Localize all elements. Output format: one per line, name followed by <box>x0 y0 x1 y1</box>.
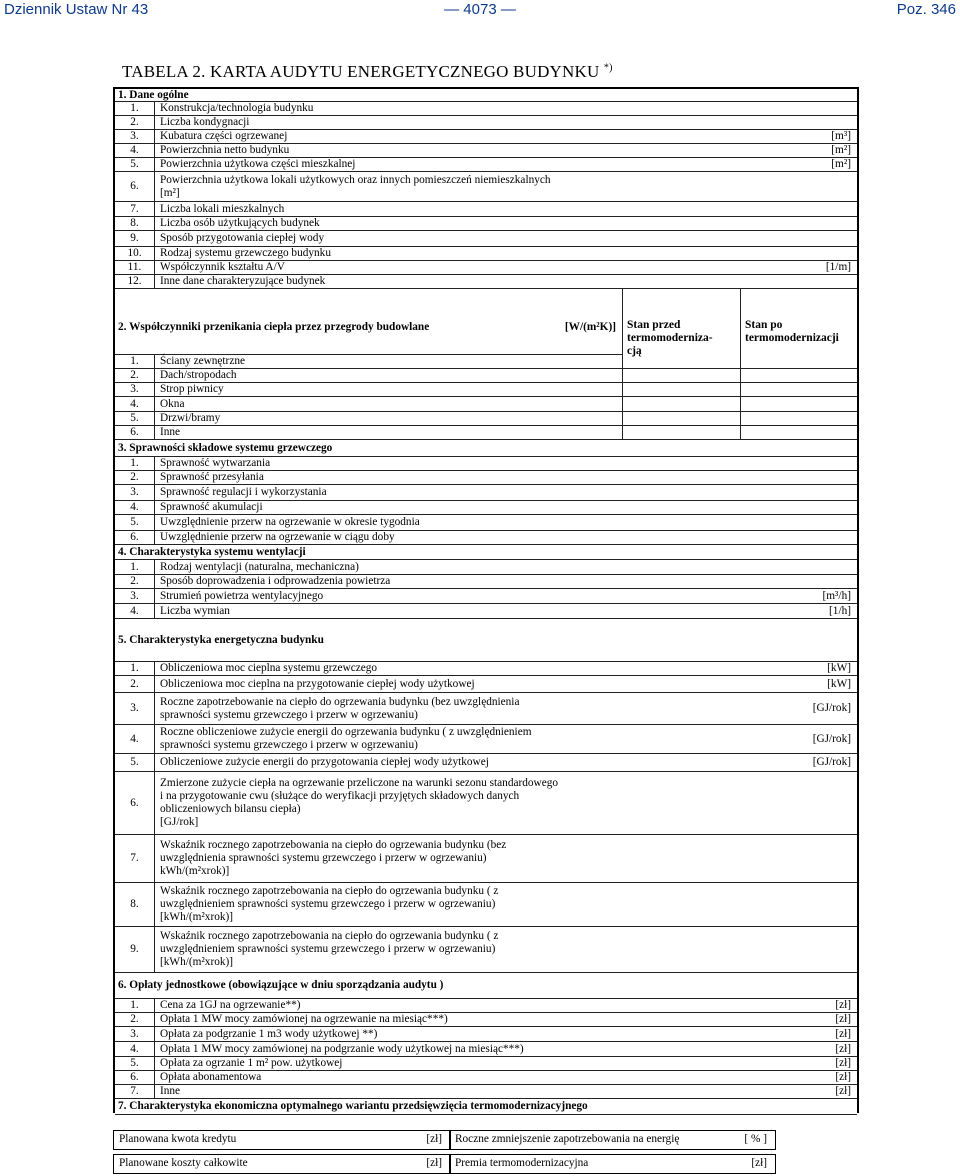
table-row <box>115 927 857 973</box>
section-heating-efficiency <box>115 440 857 457</box>
row-unit: [zł] <box>835 1013 851 1025</box>
row-number: 1. <box>115 560 155 574</box>
row-unit: [m²] <box>831 144 851 156</box>
row-unit: [zł] <box>835 999 851 1011</box>
table-row <box>115 604 857 619</box>
row-label: Sprawność przesyłania <box>160 471 264 483</box>
row-number: 11. <box>115 261 155 274</box>
row-number: 6. <box>115 772 155 834</box>
row-number: 10. <box>115 247 155 260</box>
thermo-premium-cell <box>449 1154 776 1174</box>
value-cells <box>622 383 857 397</box>
row-label: Kubatura części ogrzewanej <box>160 130 288 142</box>
table-row <box>115 261 857 275</box>
row-number: 5. <box>115 754 155 771</box>
table-row <box>115 471 857 485</box>
row-number: 2. <box>115 471 155 484</box>
table-row <box>115 560 857 575</box>
row-number: 4. <box>115 501 155 514</box>
row-unit: [kW] <box>827 677 851 690</box>
row-label: Liczba kondygnacji <box>160 116 250 128</box>
table-row <box>115 575 857 589</box>
row-label: Opłata za ogrzanie 1 m² pow. użytkowej <box>160 1057 343 1069</box>
row-number: 2. <box>115 676 155 692</box>
table-row <box>115 231 857 247</box>
table-row <box>115 676 857 693</box>
row-label: Rodzaj systemu grzewczego budynku <box>160 247 331 259</box>
row-unit: [zł] <box>835 1057 851 1069</box>
row-number: 2. <box>115 369 155 382</box>
value-cells <box>622 397 857 412</box>
table-row <box>115 1042 857 1057</box>
row-unit: [1/m] <box>825 261 851 273</box>
cell-unit: [zł] <box>426 1157 442 1169</box>
row-label: Cena za 1GJ na ogrzewanie**) <box>160 999 301 1011</box>
row-unit: [1/h] <box>829 604 851 617</box>
row-label: Powierzchnia użytkowa części mieszkalnej <box>160 158 356 170</box>
row-label: Opłata 1 MW mocy zamówionej na ogrzewanie na miesiąc***) <box>160 1013 448 1025</box>
row-unit: [zł] <box>835 1085 851 1097</box>
section-economic-characteristics <box>115 1099 857 1115</box>
table-row <box>115 1085 857 1099</box>
section-heat-transfer <box>115 289 622 355</box>
row-number: 1. <box>115 662 155 675</box>
row-number: 5. <box>115 515 155 530</box>
table-row <box>115 1057 857 1071</box>
row-number: 1. <box>115 457 155 470</box>
table-row <box>115 835 857 883</box>
cell-unit: [zł] <box>426 1133 442 1145</box>
section-title: 4. Charakterystyka systemu wentylacji <box>118 545 306 558</box>
value-cells <box>622 412 857 426</box>
cell-label: Planowane koszty całkowite <box>119 1157 248 1169</box>
table-row <box>115 725 857 754</box>
audit-card-table <box>113 87 859 1113</box>
row-number: 3. <box>115 485 155 500</box>
row-label: Zmierzone zużycie ciepła na ogrzewanie przeliczone na warunki sezonu standardowego i na przygotowanie cwu (służące do weryfikacji przyjętych składowych danych obliczeniowych bilansu ciepła) [GJ/rok] <box>160 777 559 828</box>
row-number: 2. <box>115 1013 155 1026</box>
cell-unit: [ % ] <box>744 1133 767 1145</box>
row-number: 7. <box>115 202 155 216</box>
row-label: Liczba wymian <box>160 604 230 617</box>
row-number: 3. <box>115 130 155 143</box>
table-row <box>115 501 857 515</box>
table-row <box>115 883 857 927</box>
row-label: Opłata za podgrzanie 1 m3 wody użytkowej **) <box>160 1027 378 1040</box>
row-label: Sprawność regulacji i wykorzystania <box>160 486 327 498</box>
row-number: 5. <box>115 158 155 171</box>
journal-name: Dziennik Ustaw Nr 43 <box>4 1 149 18</box>
row-label: Dach/stropodach <box>160 369 237 381</box>
section-title: 7. Charakterystyka ekonomiczna optymalnego wariantu przedsięwzięcia termomodernizacyjnego <box>118 1100 588 1112</box>
row-label: Wskaźnik rocznego zapotrzebowania na ciepło do ogrzewania budynku ( z uwzględnieniem sprawności systemu grzewczego i przerw w ogrzewaniu) [kWh/(m²xrok)] <box>160 885 499 923</box>
row-label: Inne <box>160 1085 181 1097</box>
table-row <box>115 172 857 202</box>
section-energy-characteristics <box>115 619 857 662</box>
table-row <box>115 999 857 1013</box>
row-number: 9. <box>115 231 155 246</box>
table-row <box>115 1027 857 1042</box>
table-row <box>115 144 857 158</box>
table-row <box>115 275 857 289</box>
position-number: Poz. 346 <box>896 1 956 18</box>
section-unit-fees <box>115 973 857 999</box>
row-number: 1. <box>115 355 155 368</box>
table-row <box>115 412 622 426</box>
table-row <box>115 426 622 440</box>
table-row <box>115 662 857 676</box>
table-row <box>115 1013 857 1027</box>
table-row <box>115 589 857 604</box>
row-label: Sposób przygotowania ciepłej wody <box>160 232 325 244</box>
row-number: 6. <box>115 172 155 201</box>
row-unit: [kW] <box>827 662 851 674</box>
section-unit: [W/(m²K)] <box>564 321 616 333</box>
table-row <box>115 1071 857 1085</box>
row-label: Konstrukcja/technologia budynku <box>160 102 314 114</box>
table-row <box>115 369 622 383</box>
table-row <box>115 485 857 501</box>
row-unit: [m²] <box>831 158 851 170</box>
row-number: 7. <box>115 835 155 882</box>
row-label: Powierzchnia netto budynku <box>160 144 290 156</box>
row-number: 2. <box>115 575 155 588</box>
row-number: 4. <box>115 144 155 157</box>
table-row <box>115 158 857 172</box>
credit-amount-cell <box>113 1130 451 1150</box>
total-costs-cell <box>113 1154 451 1174</box>
row-unit: [m³/h] <box>822 589 851 602</box>
row-number: 2. <box>115 116 155 129</box>
title-footnote-mark: *) <box>603 62 613 74</box>
row-label: Obliczeniowe zużycie energii do przygotowania ciepłej wody użytkowej <box>160 756 489 768</box>
row-label: Liczba lokali mieszkalnych <box>160 202 285 215</box>
table-row <box>115 531 857 545</box>
row-number: 8. <box>115 883 155 926</box>
page-header <box>0 0 960 22</box>
row-number: 12. <box>115 275 155 288</box>
row-number: 7. <box>115 1085 155 1098</box>
energy-reduction-cell <box>449 1130 776 1150</box>
row-label: Okna <box>160 397 185 410</box>
cell-label: Planowana kwota kredytu <box>119 1133 237 1145</box>
table-row <box>115 754 857 772</box>
table-row <box>115 247 857 261</box>
table-row <box>115 202 857 217</box>
row-label: Wskaźnik rocznego zapotrzebowania na ciepło do ogrzewania budynku ( z uwzględnieniem sprawności systemu grzewczego i przerw w ogrzewaniu) [kWh/(m²xrok)] <box>160 930 499 968</box>
row-number: 3. <box>115 1027 155 1041</box>
table-row <box>115 457 857 471</box>
row-label: Roczne obliczeniowe zużycie energii do ogrzewania budynku ( z uwzględnieniem sprawności systemu grzewczego i przerw w ogrzewaniu) <box>160 726 532 751</box>
row-number: 4. <box>115 725 155 753</box>
table-row <box>115 515 857 531</box>
row-number: 1. <box>115 999 155 1012</box>
row-label: Sprawność wytwarzania <box>160 457 271 469</box>
table-row <box>115 397 622 412</box>
row-number: 6. <box>115 531 155 544</box>
table-row <box>115 102 857 116</box>
row-unit: [GJ/rok] <box>812 756 851 768</box>
row-number: 4. <box>115 604 155 618</box>
section-general-data <box>115 89 857 102</box>
cell-label: Roczne zmniejszenie zapotrzebowania na energię <box>455 1133 680 1145</box>
section-title: 3. Sprawności składowe systemu grzewczego <box>118 441 333 454</box>
row-label: Inne dane charakteryzujące budynek <box>160 275 326 287</box>
value-cells <box>622 426 857 440</box>
row-label: Rodzaj wentylacji (naturalna, mechaniczna) <box>160 560 359 573</box>
row-label: Obliczeniowa moc cieplna systemu grzewczego <box>160 662 378 674</box>
row-unit: [zł] <box>835 1071 851 1083</box>
row-number: 5. <box>115 412 155 425</box>
row-label: Opłata abonamentowa <box>160 1071 262 1083</box>
row-label: Strumień powietrza wentylacyjnego <box>160 589 324 602</box>
row-label: Powierzchnia użytkowa lokali użytkowych oraz innych pomieszczeń niemieszkalnych [m²] <box>160 173 551 199</box>
row-label: Obliczeniowa moc cieplna na przygotowanie ciepłej wody użytkowej <box>160 677 475 690</box>
row-number: 3. <box>115 383 155 396</box>
row-label: Strop piwnicy <box>160 383 224 395</box>
table-row <box>115 217 857 231</box>
table-row <box>115 693 857 725</box>
row-label: Roczne zapotrzebowanie na ciepło do ogrzewania budynku (bez uwzględnienia sprawności systemu grzewczego i przerw w ogrzewaniu) <box>160 695 520 721</box>
table-row <box>115 116 857 130</box>
title-text: TABELA 2. KARTA AUDYTU ENERGETYCZNEGO BUDYNKU <box>122 62 600 81</box>
row-label: Inne <box>160 426 181 438</box>
row-label: Współczynnik kształtu A/V <box>160 261 285 273</box>
page-number: — 4073 — <box>444 1 516 18</box>
row-unit: [zł] <box>835 1027 851 1040</box>
row-label: Drzwi/bramy <box>160 412 221 424</box>
row-number: 3. <box>115 589 155 603</box>
row-unit: [GJ/rok] <box>812 702 851 714</box>
row-label: Liczba osób użytkujących budynek <box>160 217 320 229</box>
row-label: Opłata 1 MW mocy zamówionej na podgrzanie wody użytkowej na miesiąc***) <box>160 1042 524 1055</box>
section-title: 6. Opłaty jednostkowe (obowiązujące w dniu sporządzania audytu ) <box>118 979 444 991</box>
table-row <box>115 130 857 144</box>
value-cells <box>622 369 857 383</box>
row-number: 4. <box>115 397 155 411</box>
column-header-after: Stan po termomodernizacji <box>745 319 839 344</box>
row-label: Uwzględnienie przerw na ogrzewanie w ciągu doby <box>160 531 395 543</box>
row-unit: [zł] <box>835 1042 851 1055</box>
column-header-before: Stan przed termomoderniza- cją <box>627 319 713 357</box>
row-number: 6. <box>115 1071 155 1084</box>
table-row <box>115 772 857 835</box>
row-unit: [m³] <box>831 130 851 142</box>
table-row <box>115 355 622 369</box>
row-label: Uwzględnienie przerw na ogrzewanie w okresie tygodnia <box>160 516 420 528</box>
row-unit: [GJ/rok] <box>812 732 851 745</box>
table-title <box>122 62 613 82</box>
cell-unit: [zł] <box>751 1157 767 1169</box>
section-ventilation <box>115 545 857 560</box>
table-row <box>115 383 622 397</box>
row-number: 9. <box>115 927 155 972</box>
section-title: 1. Dane ogólne <box>118 88 189 101</box>
row-number: 6. <box>115 426 155 439</box>
row-label: Sprawność akumulacji <box>160 501 263 513</box>
row-label: Wskaźnik rocznego zapotrzebowania na ciepło do ogrzewania budynku (bez uwzględnienia sprawności systemu grzewczego i przerw w ogrzewaniu) kWh/(m²xrok)] <box>160 839 507 877</box>
row-number: 3. <box>115 693 155 724</box>
row-number: 5. <box>115 1057 155 1070</box>
section-title: 2. Współczynniki przenikania ciepła przez przegrody budowlane <box>118 321 430 333</box>
row-number: 8. <box>115 217 155 230</box>
section-title: 5. Charakterystyka energetyczna budynku <box>118 633 324 646</box>
row-label: Ściany zewnętrzne <box>160 355 245 367</box>
row-number: 1. <box>115 102 155 115</box>
row-label: Sposób doprowadzenia i odprowadzenia powietrza <box>160 575 391 587</box>
cell-label: Premia termomodernizacyjna <box>455 1157 589 1169</box>
row-number: 4. <box>115 1042 155 1056</box>
